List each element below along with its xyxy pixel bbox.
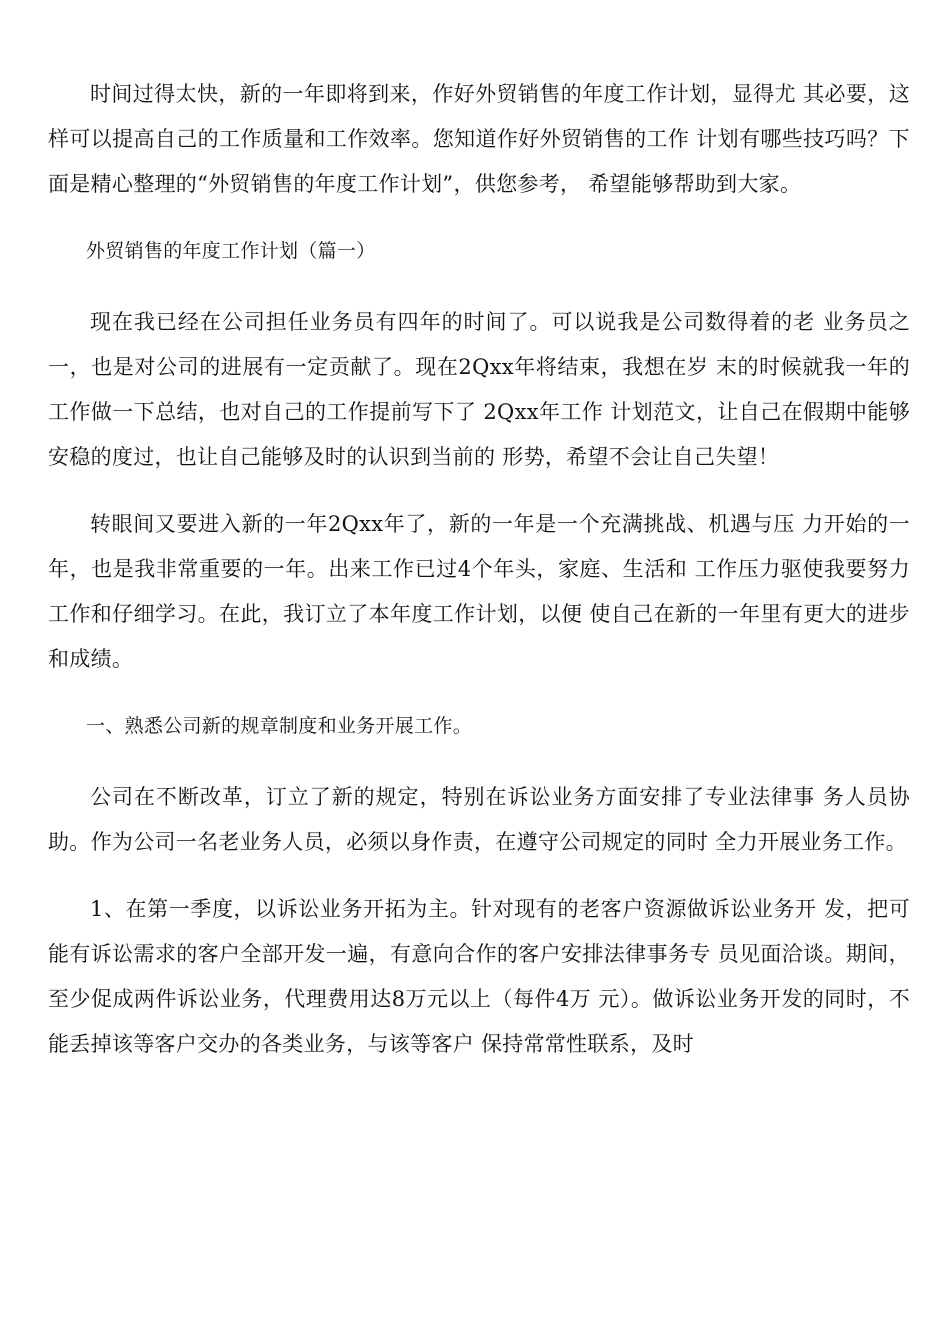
- intro-paragraph: 时间过得太快，新的一年即将到来，作好外贸销售的年度工作计划，显得尤 其必要，这样可以提高自己的工作质量和工作效率。您知道作好外贸销售的工作 计划有哪些技巧吗？下面是精心整理的“外贸销售的年度工作计划”，供您参考， 希望能够帮助到大家。: [48, 82, 910, 196]
- plan-heading: 外贸销售的年度工作计划（篇一）: [86, 240, 376, 262]
- body-paragraph-1: 现在我已经在公司担任业务员有四年的时间了。可以说我是公司数得着的老 业务员之一，也是对公司的进展有一定贡献了。现在2Qxx年将结束，我想在岁 末的时候就我一年的工作做一下总结，也对自己的工作提前写下了 2Qxx年工作 计划范文，让自己在假期中能够安稳的度过，也让自己能够及时的认识到当前的 形势，希望不会让自己失望！: [48, 310, 910, 469]
- body-paragraph-2: 转眼间又要进入新的一年2Qxx年了，新的一年是一个充满挑战、机遇与压 力开始的一年，也是我非常重要的一年。出来工作已过4个年头，家庭、生活和 工作压力驱使我要努力工作和仔细学习。在此，我订立了本年度工作计划，以便 使自己在新的一年里有更大的进步和成绩。: [48, 512, 910, 671]
- section-heading-1: 一、熟悉公司新的规章制度和业务开展工作。: [86, 715, 473, 737]
- body-paragraph-3: 公司在不断改革，订立了新的规定，特别在诉讼业务方面安排了专业法律事 务人员协助。作为公司一名老业务人员，必须以身作责，在遵守公司规定的同时 全力开展业务工作。: [48, 785, 910, 854]
- body-paragraph-4: 1、在第一季度，以诉讼业务开拓为主。针对现有的老客户资源做诉讼业务开 发，把可能有诉讼需求的客户全部开发一遍，有意向合作的客户安排法律事务专 员见面洽谈。期间，至少促成两件诉讼业务，代理费用达8万元以上（每件4万 元）。做诉讼业务开发的同时，不能丢掉该等客户交办的各类业务，与该等客户 保持常常性联系，及时: [48, 897, 910, 1056]
